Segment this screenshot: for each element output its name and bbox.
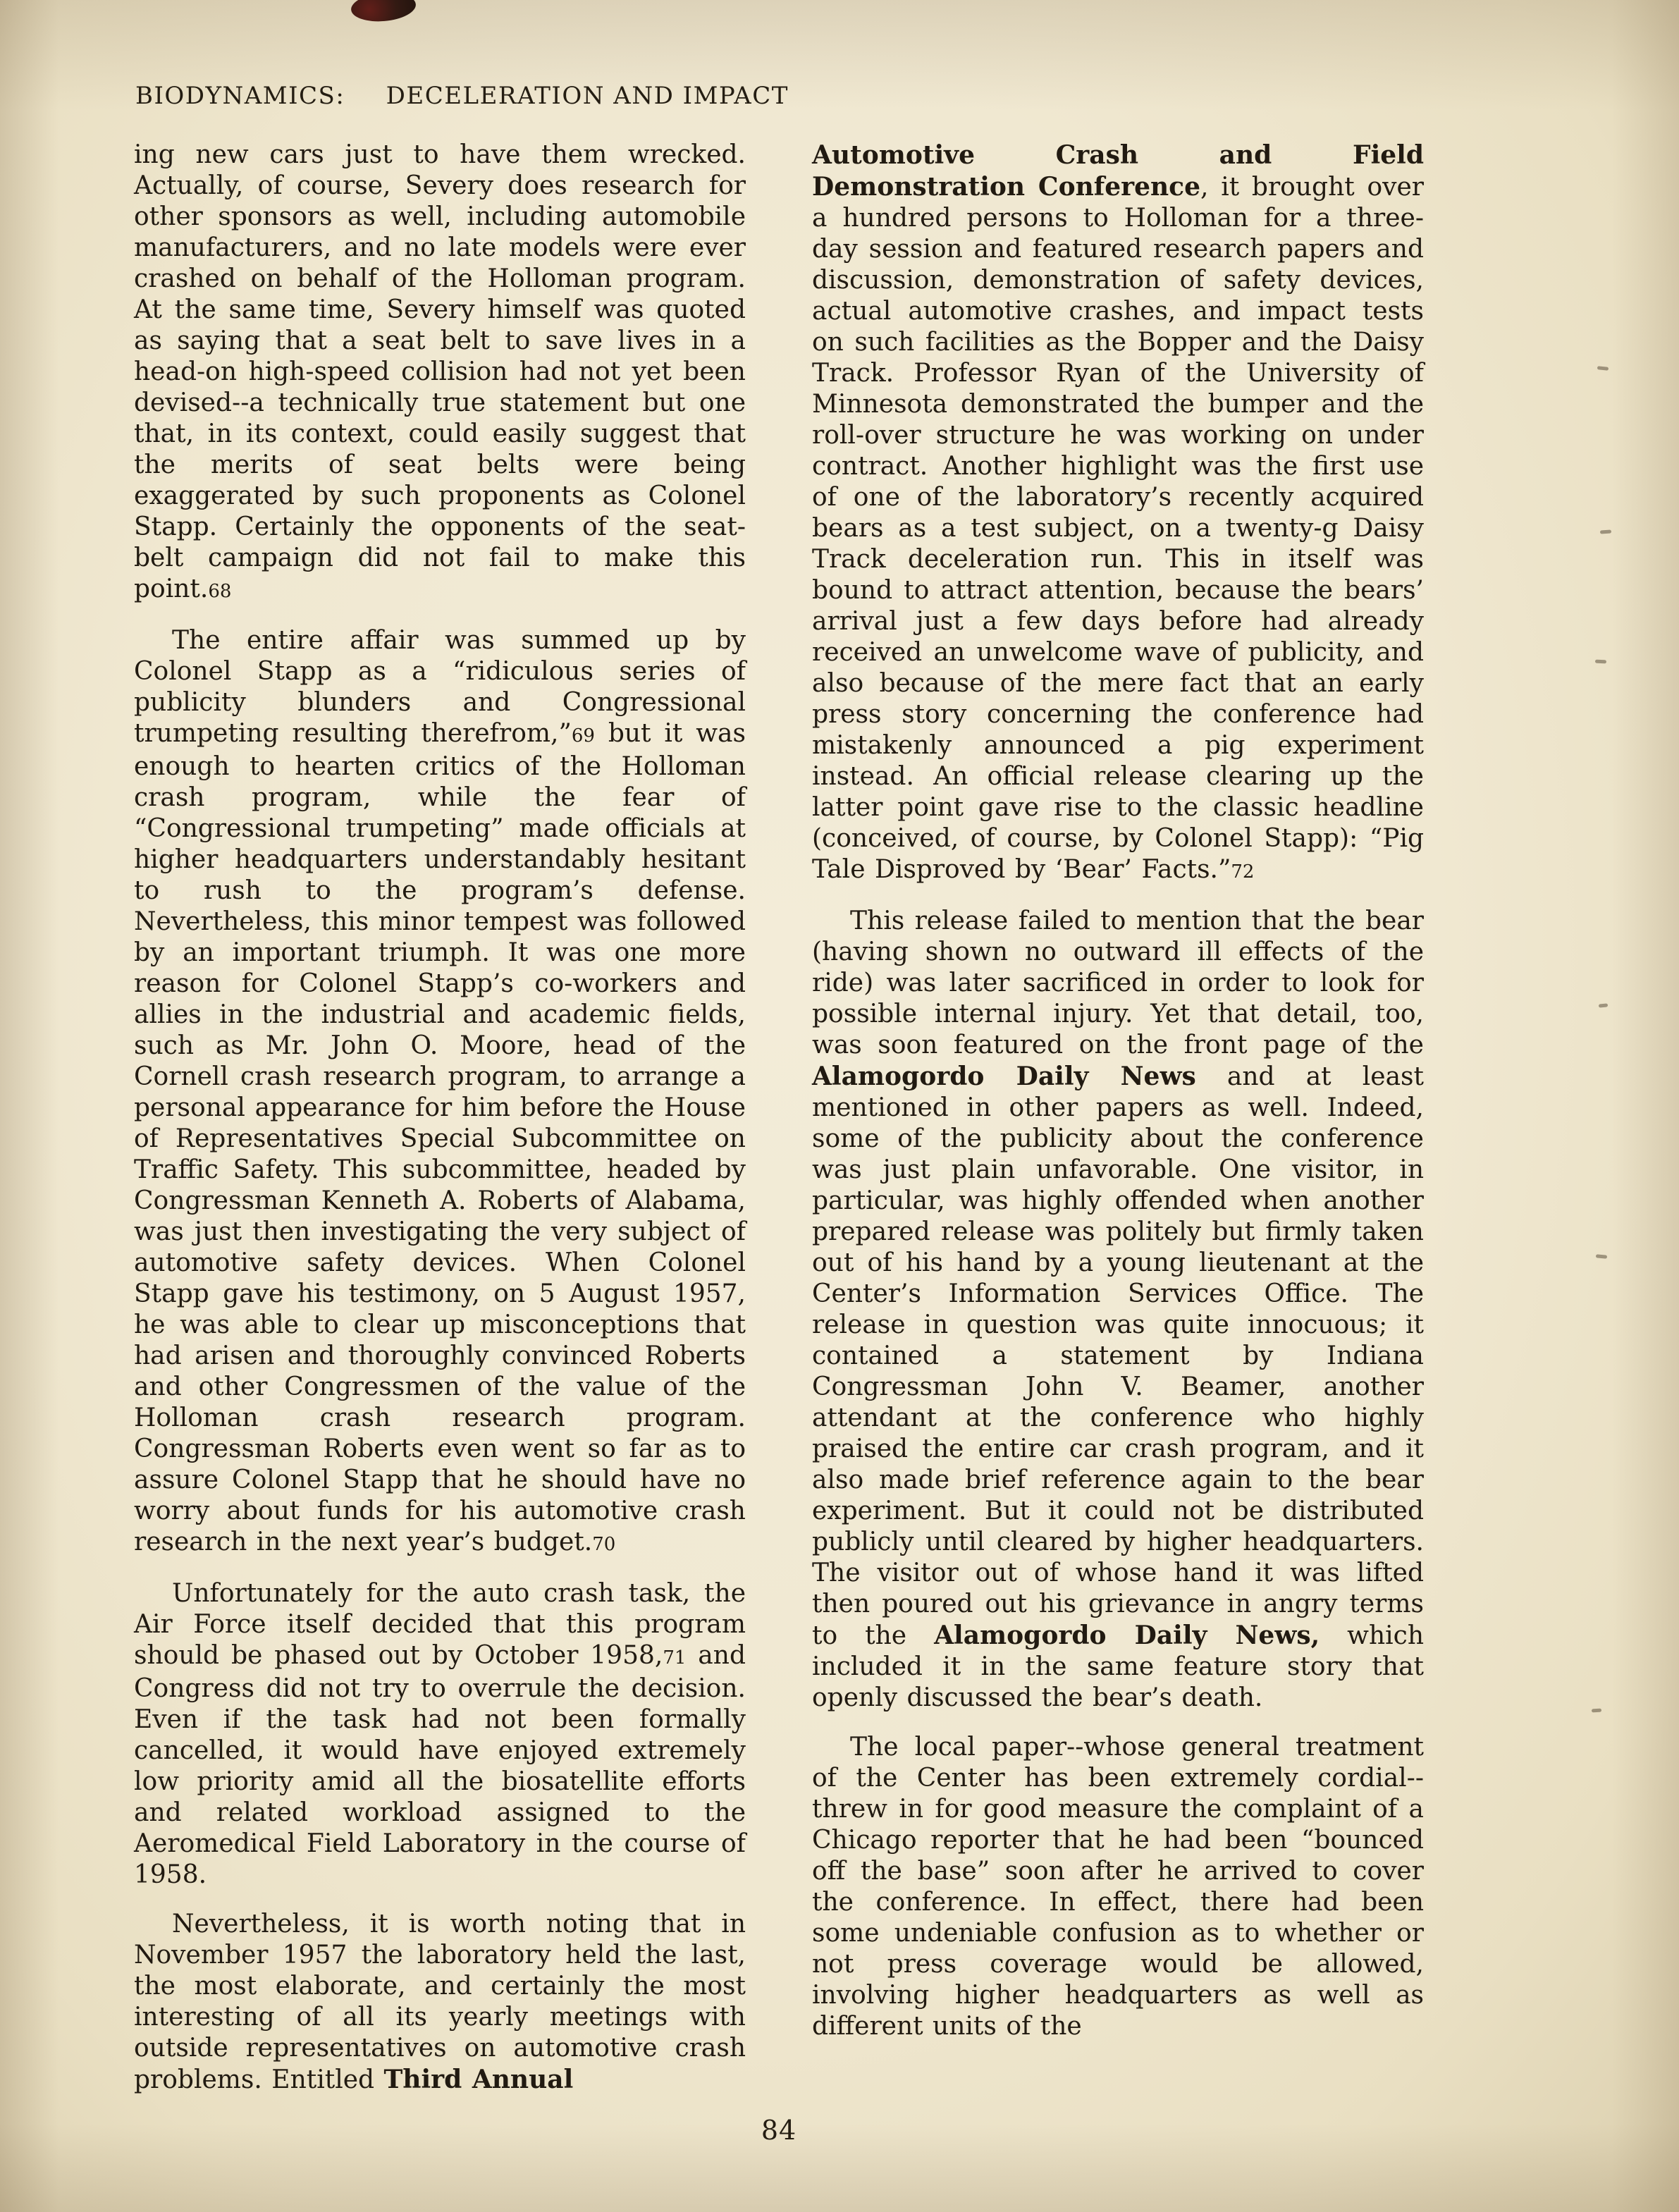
two-column-text-block [134, 140, 1424, 2114]
scan-artifact [1592, 1709, 1601, 1713]
running-header-book-title: BIODYNAMICS: [135, 82, 345, 110]
footnote-ref: 69 [571, 725, 595, 746]
paragraph [812, 1732, 1424, 2042]
text-run: ing new cars just to have them wrecked. Actually, of course, Severy does research for other sponsors as well, including automobile manufacturers, and no late models were ever crashed on behalf of the Holloman program. At the same time, Severy himself was quoted as saying that a seat belt to save lives in a head-on high-speed collision had not yet been devised--a technically true statement but one that, in its context, could easily suggest that the merits of seat belts were being exaggerated by such proponents as Colonel Stapp. Certainly the opponents of the seat-belt campaign did not fail to make this point. [134, 140, 746, 603]
text-run: Unfortunately for the auto crash task, the Air Force itself decided that this program should be phased out by October 1958, [134, 1579, 746, 1670]
page-number: 84 [761, 2115, 797, 2146]
text-run: Third Annual [383, 2065, 574, 2094]
text-run: The local paper--whose general treatment of the Center has been extremely cordial--threw in for good measure the complaint of a Chicago reporter that he had been “bounced off the base” soon after he arrived to cover the conference. In effect, there had been some undeniable confusion as to whether or not press coverage would be allowed, involving higher headquarters as well as different units of the [812, 1733, 1424, 2041]
footnote-ref: 70 [592, 1534, 616, 1555]
text-run: but it was enough to hearten critics of the Holloman crash program, while the fear of “Congressional trumpeting” made officials at higher headquarters understandably hesitant to rush to the program’s defense. Nevertheless, this minor tempest was followed by an important triumph. It was one more reason for Colonel Stapp’s co-workers and allies in the industrial and academic fields, such as Mr. John O. Moore, head of the Cornell crash research program, to arrange a personal appearance for him before the House of Representatives Special Subcommittee on Traffic Safety. This subcommittee, headed by Congressman Kenneth A. Roberts of Alabama, was just then investigating the very subject of automotive safety devices. When Colonel Stapp gave his testimony, on 5 August 1957, he was able to clear up misconceptions that had arisen and thoroughly convinced Roberts and other Congressmen of the value of the Holloman crash research program. Congressman Roberts even went so far as to assure Colonel Stapp that he should have no worry about funds for his automotive crash research in the next year’s budget. [134, 719, 746, 1556]
scan-artifact [350, 0, 417, 24]
paragraph [134, 1578, 746, 1891]
scan-artifact [1599, 1003, 1608, 1007]
text-run: , it brought over a hundred persons to Holloman for a three-day session and featured research papers and discussion, demonstration of safety devices, actual automotive crashes, and impact tests on such facilities as the Bopper and the Daisy Track. Professor Ryan of the University of Minnesota demonstrated the bumper and the roll-over structure he was working on under contract. Another highlight was the first use of one of the laboratory’s recently acquired bears as a test subject, on a twenty-g Daisy Track deceleration run. This in itself was bound to attract attention, because the bears’ arrival just a few days before had already received an unwelcome wave of publicity, and also because of the mere fact that an early press story concerning the conference had mistakenly announced a pig experiment instead. An official release clearing up the latter point gave rise to the classic headline (conceived, of course, by Colonel Stapp): “Pig Tale Disproved by ‘Bear’ Facts.” [812, 173, 1424, 884]
footnote-ref: 68 [208, 581, 232, 602]
running-header-chapter-title: DECELERATION AND IMPACT [386, 82, 789, 110]
left-column [134, 140, 746, 2114]
text-run: Alamogordo Daily News, [934, 1621, 1320, 1650]
text-run: The entire affair was summed up by Colonel Stapp as a “ridiculous series of publicity blunders and Congressional trumpeting resulting therefrom,” [134, 626, 746, 748]
text-run: Automotive Crash and Field Demonstration Conference [812, 140, 1424, 202]
text-run: and at least mentioned in other papers as well. Indeed, some of the publicity about the conference was just plain unfavorable. One visitor, in particular, was highly offended when another prepared release was politely but firmly taken out of his hand by a young lieutenant at the Center’s Information Services Office. The release in question was quite innocuous; it contained a statement by Indiana Congressman John V. Beamer, another attendant at the conference who highly praised the entire car crash program, and it also made brief reference again to the bear experiment. But it could not be distributed publicly until cleared by higher headquarters. The visitor out of whose hand it was lifted then poured out his grievance in angry terms to the [812, 1062, 1424, 1650]
text-run: Nevertheless, it is worth noting that in November 1957 the laboratory held the last, the most elaborate, and certainly the most interesting of all its yearly meetings with outside representatives on automotive crash problems. Entitled [134, 1910, 746, 2094]
running-header [135, 82, 789, 110]
paragraph [134, 1909, 746, 2096]
right-column [812, 140, 1424, 2114]
footnote-ref: 72 [1231, 861, 1255, 883]
paragraph [134, 625, 746, 1560]
scan-artifact [1595, 660, 1606, 664]
text-run: which included it in the same feature story that openly discussed the bear’s death. [812, 1621, 1424, 1712]
paragraph [812, 140, 1424, 887]
text-run: and Congress did not try to overrule the decision. Even if the task had not been formally cancelled, it would have enjoyed extremely low priority amid all the biosatellite efforts and related workload assigned to the Aeromedical Field Laboratory in the course of 1958. [134, 1641, 746, 1889]
text-run: This release failed to mention that the bear (having shown no outward ill effects of the ride) was later sacrificed in order to look for possible internal injury. Yet that detail, too, was soon featured on the front page of the [812, 907, 1424, 1059]
scan-artifact [1597, 366, 1609, 371]
text-run: Alamogordo Daily News [812, 1062, 1196, 1091]
scan-artifact [1596, 1254, 1607, 1258]
scan-artifact [1600, 529, 1611, 534]
paragraph [134, 140, 746, 607]
paragraph [812, 906, 1424, 1714]
footnote-ref: 71 [663, 1647, 687, 1669]
